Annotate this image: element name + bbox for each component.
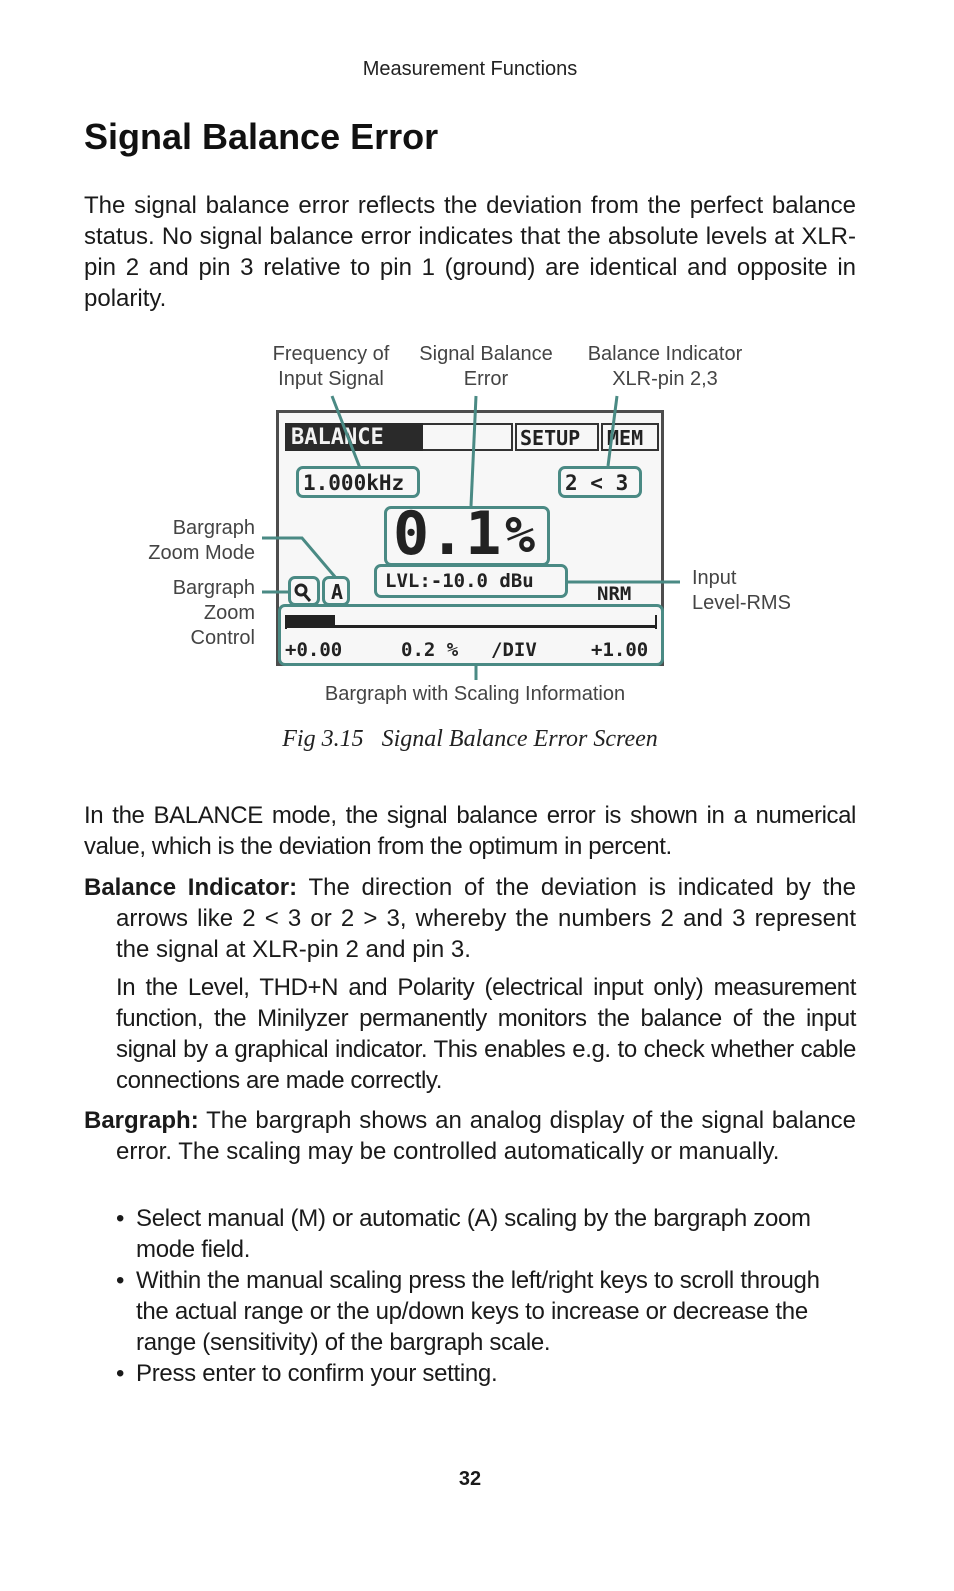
highlight-level <box>374 564 568 598</box>
lcd-pins: 2 < 3 <box>565 471 629 495</box>
callout-zoom-control: Bargraph Zoom Control <box>172 577 255 649</box>
highlight-pins <box>558 466 642 498</box>
lcd-zoom-mode: A <box>331 580 344 604</box>
lcd-setup-tab: SETUP <box>515 423 599 451</box>
lcd-title-empty <box>423 423 513 451</box>
page-title: Signal Balance Error <box>84 116 439 157</box>
bargraph-term: Bargraph: <box>84 1107 199 1134</box>
highlight-bargraph <box>278 604 664 666</box>
callout-input-level: Input Level-RMS <box>692 567 791 614</box>
bullet-item: • Within the manual scaling press the left/right keys to scroll through the actual range or the up/down keys to increase or decrease the range (sensitivity) of the bargraph scale. <box>116 1267 820 1356</box>
highlight-value <box>384 506 550 566</box>
balance-indicator-paragraph: Balance Indicator: The direction of the deviation is indicated by the arrows like 2 < 3 or 2 > 3, whereby the numbers 2 and 3 represent the signal at XLR-pin 2 and pin 3. <box>84 874 856 963</box>
figure-caption: Fig 3.15 Signal Balance Error Screen <box>282 726 658 752</box>
callout-frequency: Frequency of Input Signal <box>272 343 390 390</box>
lcd-unit: % <box>505 506 536 564</box>
bargraph-paragraph: Bargraph: The bargraph shows an analog display of the signal balance error. The scaling may be controlled automatically or manually. <box>84 1107 856 1165</box>
bullet-item: • Select manual (M) or automatic (A) scaling by the bargraph zoom mode field. <box>116 1205 811 1263</box>
balance-mode-paragraph: In the BALANCE mode, the signal balance error is shown in a numerical value, which is the deviation from the optimum in percent. <box>84 802 856 860</box>
intro-paragraph: The signal balance error reflects the deviation from the perfect balance status. No signal balance error indicates that the absolute levels at XLR-pin 2 and pin 3 relative to pin 1 (ground) are identical and opposite in polarity. <box>84 192 856 312</box>
callout-bargraph: Bargraph with Scaling Information <box>324 683 626 705</box>
bullet-item: • Press enter to confirm your setting. <box>116 1360 498 1387</box>
page-number: 32 <box>458 1468 482 1490</box>
callout-zoom-mode: Bargraph Zoom Mode <box>148 517 255 564</box>
lcd-mode-bar <box>285 423 423 451</box>
lcd-scale-div-unit: /DIV <box>491 639 537 661</box>
lcd-mode-label: BALANCE <box>291 425 384 450</box>
running-header: Measurement Functions <box>362 58 578 80</box>
highlight-frequency <box>296 466 420 498</box>
lcd-scale-right: +1.00 <box>591 639 649 661</box>
callout-balance-error: Signal Balance Error <box>419 343 553 390</box>
balance-indicator-term: Balance Indicator: <box>84 874 298 901</box>
lcd-level: LVL:-10.0 dBu <box>385 570 534 592</box>
lcd-value: 0.1 <box>393 499 502 569</box>
highlight-zoom-control <box>288 576 320 606</box>
highlight-zoom-mode <box>322 576 350 606</box>
callout-balance-indicator: Balance Indicator XLR-pin 2,3 <box>587 343 743 390</box>
lcd-scale-div: 0.2 % <box>401 639 459 661</box>
lcd-frequency: 1.000kHz <box>303 471 405 495</box>
lcd-scale-left: +0.00 <box>285 639 343 661</box>
balance-monitor-note: In the Level, THD+N and Polarity (electrical input only) measurement function, the Minilyzer permanently monitors the balance of the input signal by a graphical indicator. This enables e.g. to check whether cable connections are made correctly. <box>116 974 856 1094</box>
lcd-nrm: NRM <box>597 583 632 605</box>
lcd-mem-tab: MEM <box>601 423 659 451</box>
